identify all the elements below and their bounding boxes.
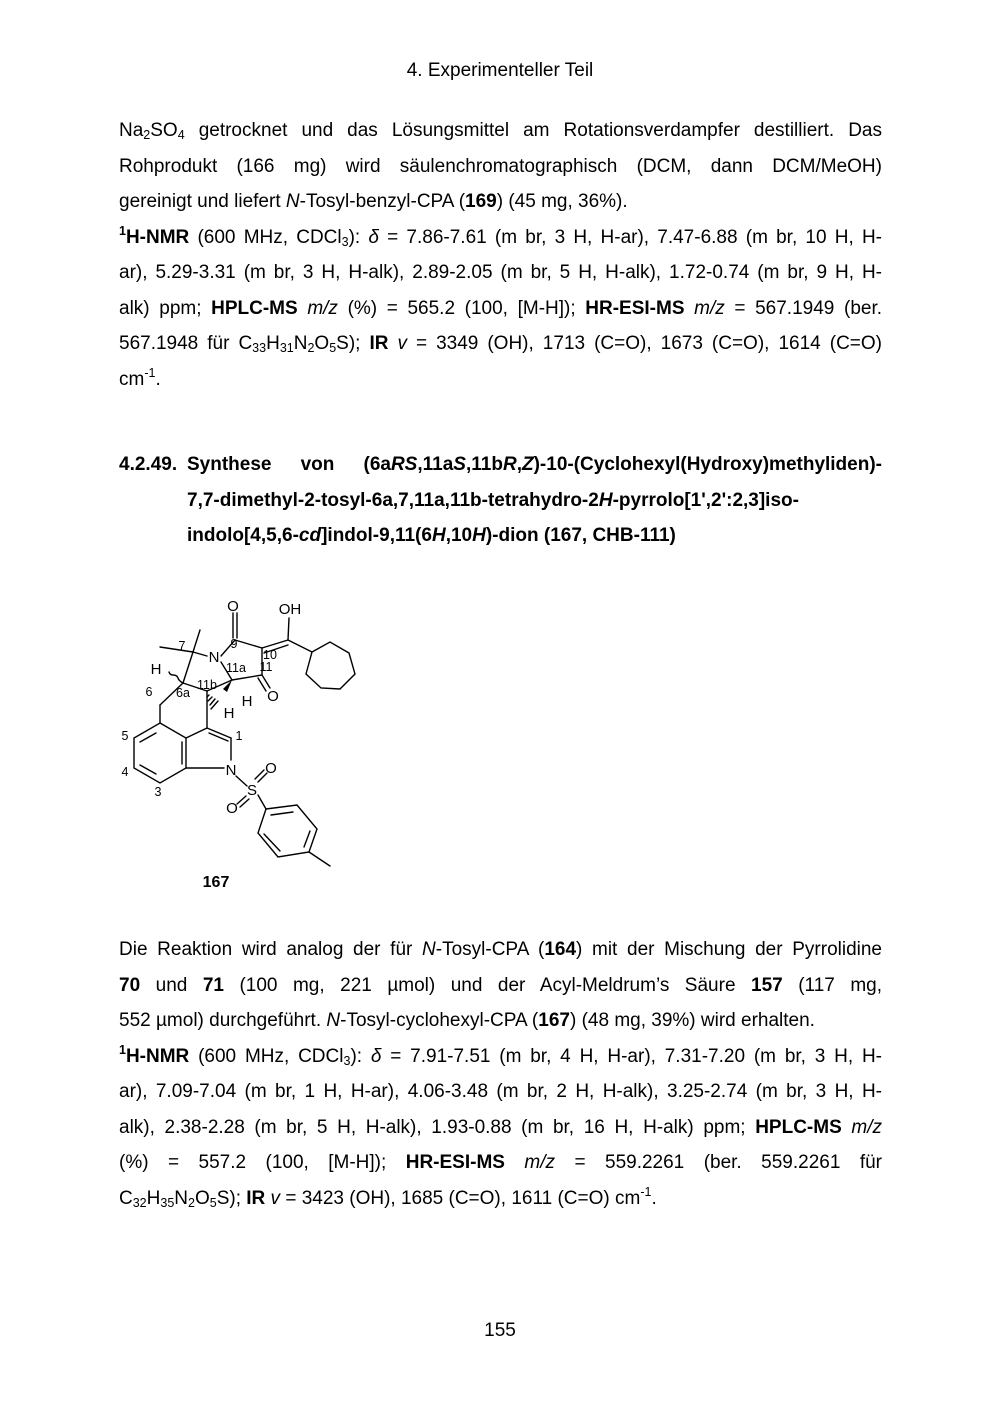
text-line: gereinigt und liefert N-Tosyl-benzyl-CPA (169) (45 mg, 36%).: [119, 191, 628, 212]
section-number: 4.2.49.: [119, 454, 178, 475]
section-title: [187, 447, 882, 554]
locant-7: 7: [178, 639, 186, 653]
paragraph-167-data: [119, 932, 882, 1216]
atom-o-sulfonyl-2: O: [226, 800, 238, 817]
locant-10: 10: [263, 648, 277, 662]
atom-h-11b: H: [223, 705, 235, 722]
text-line: $Na_2SO_4$ getrocknet und das Lösungsmittel am Rotationsverdampfer destilliert. Das: [119, 120, 882, 142]
text-line: Die Reaktion wird analog der für N-Tosyl-CPA (164) mit der Mischung der Pyrrolidine: [119, 939, 882, 960]
paragraph-169-data: [119, 113, 882, 397]
atom-s: S: [246, 782, 258, 799]
atom-n-indole: N: [225, 762, 237, 779]
locant-11b: 11b: [197, 678, 217, 692]
structure-bonds: [134, 613, 355, 866]
page-number: 155: [484, 1320, 516, 1341]
text-line: 567.1948 für $C_{33}H_{31}N_2O_5S$); IR v = 3349 (OH), 1713 (C=O), 1673 (C=O), 1614 (C=O): [119, 333, 882, 355]
running-header: 4. Experimenteller Teil: [406, 60, 594, 81]
text-line: alk) ppm; HPLC-MS m/z (%) = 565.2 (100, [M-H]); HR-ESI-MS m/z = 567.1949 (ber.: [119, 297, 883, 319]
title-line: 7,7-dimethyl-2-tosyl-6a,7,11a,11b-tetrahydro-2H-pyrrolo[1',2':2,3]iso-: [187, 489, 799, 511]
locant-6: 6: [145, 685, 153, 699]
chemical-structure-167: [110, 585, 370, 905]
locant-11a: 11a: [226, 661, 246, 675]
text-line: $C_{32}H_{35}N_2O_5S$); IR v = 3423 (OH), 1685 (C=O), 1611 (C=O) $cm^{-1}$.: [119, 1184, 657, 1210]
locant-3: 3: [154, 785, 162, 799]
atom-h-6a: H: [150, 661, 162, 678]
atom-labels: [151, 598, 302, 817]
text-line: 70 und 71 (100 mg, 221 µmol) und der Acyl-Meldrum’s Säure 157 (117 mg,: [119, 974, 882, 996]
text-line: ar), 7.09-7.04 (m br, 1 H, H-ar), 4.06-3.48 (m br, 2 H, H-alk), 3.25-2.74 (m br, 3 H, H-: [119, 1081, 882, 1102]
atom-o-top: O: [227, 598, 239, 615]
locant-9: 9: [230, 637, 238, 651]
text-line: alk), 2.38-2.28 (m br, 5 H, H-alk), 1.93-0.88 (m br, 16 H, H-alk) ppm; HPLC-MS m/z: [119, 1116, 882, 1138]
locant-5: 5: [121, 729, 129, 743]
atom-n-ring: N: [208, 649, 220, 666]
compound-label: 167: [202, 874, 230, 891]
benzene-ring: [134, 723, 186, 783]
text-line: (%) = 557.2 (100, [M-H]); HR-ESI-MS m/z = 559.2261 (ber. 559.2261 für: [119, 1152, 883, 1173]
text-line: ar), 5.29-3.31 (m br, 3 H, H-alk), 2.89-2.05 (m br, 5 H, H-alk), 1.72-0.74 (m br, 9 H, H-: [119, 262, 882, 283]
text-line: $^1$H-NMR (600 MHz, CDCl$_3$): δ = 7.91-7.51 (m br, 4 H, H-ar), 7.31-7.20 (m br, 3 H, H-: [119, 1042, 883, 1068]
atom-h-11a: H: [241, 693, 253, 710]
title-line: indolo[4,5,6-cd]indol-9,11(6H,10H)-dion (167, CHB-111): [187, 525, 676, 546]
locant-6a: 6a: [176, 686, 190, 700]
cyclohexyl-ring: [306, 642, 355, 689]
locant-4: 4: [121, 765, 129, 779]
atom-oh: OH: [278, 601, 302, 618]
text-line: Rohprodukt (166 mg) wird säulenchromatographisch (DCM, dann DCM/MeOH): [119, 155, 882, 177]
atom-o-sulfonyl-1: O: [265, 760, 277, 777]
title-line: Synthese von (6aRS,11aS,11bR,Z)-10-(Cyclohexyl(Hydroxy)methyliden)-: [187, 454, 882, 475]
text-line: 552 µmol) durchgeführt. N-Tosyl-cyclohexyl-CPA (167) (48 mg, 39%) wird erhalten.: [119, 1010, 815, 1031]
locant-1: 1: [235, 729, 243, 743]
atom-o-11: O: [267, 688, 279, 705]
text-line: $cm^{-1}$.: [119, 365, 161, 390]
text-line: $^1$H-NMR (600 MHz, CDCl$_3$): δ = 7.86-7.61 (m br, 3 H, H-ar), 7.47-6.88 (m br, 10 H, H-: [119, 223, 882, 249]
locant-11: 11: [259, 660, 273, 674]
